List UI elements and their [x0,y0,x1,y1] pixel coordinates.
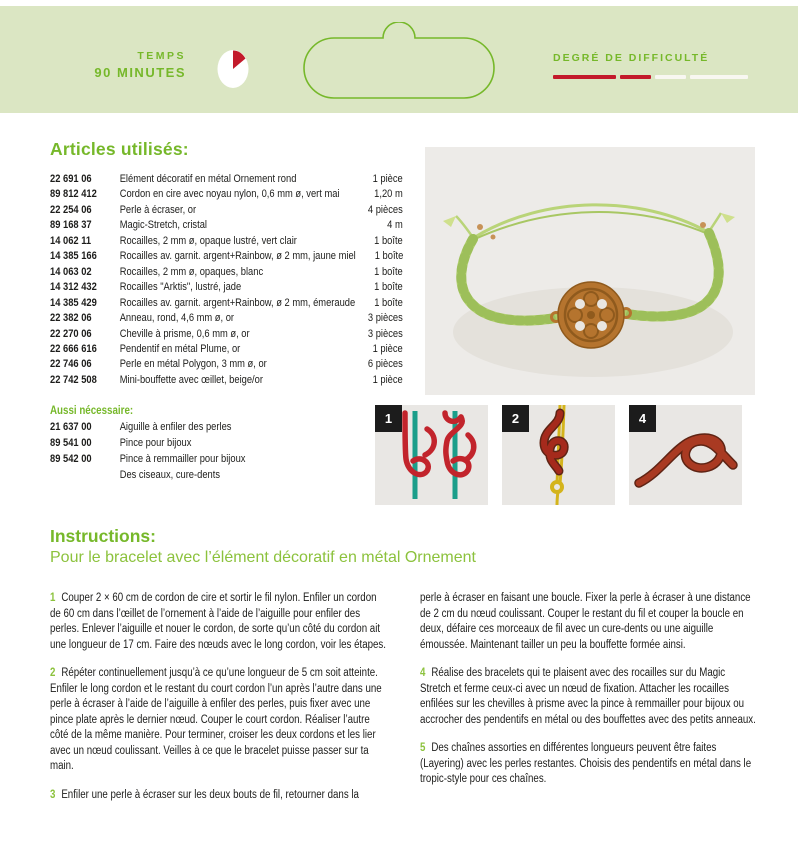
article-desc: Aiguille à enfiler des perles [119,421,232,433]
article-desc: Pince à remmailler pour bijoux [119,453,246,465]
article-row [50,342,403,357]
step-number-badge: 1 [375,405,402,432]
instructions-subtitle: Pour le bracelet avec l’élément décoratif en métal Ornement [50,549,476,566]
instructions-title: Instructions: [50,526,156,546]
step-image-3 [629,405,742,505]
also-needed-title: Aussi nécessaire: [50,405,134,417]
article-row [50,280,403,295]
article-row [50,265,403,280]
step-image-2 [502,405,615,505]
time-label: TEMPS [137,50,186,62]
article-desc: Cheville à prisme, 0,6 mm ø, or [119,327,250,340]
articles-title: Articles utilisés: [50,139,189,159]
instructions-right-column [420,591,758,801]
article-row [50,172,403,187]
article-ref: 89 541 00 [50,437,92,449]
article-desc: Des ciseaux, cure-dents [119,469,220,481]
article-desc: Pendentif en métal Plume, or [119,342,241,355]
article-desc: Mini-bouffette avec œillet, beige/or [119,373,263,386]
step-number: 3 [50,788,56,801]
article-ref: 89 542 00 [50,453,92,465]
article-ref: 22 254 06 [50,203,92,216]
bracelet-outline-icon [300,22,498,104]
article-desc: Rocailles av. garnit. argent+Rainbow, ø 2 mm, émeraude [119,296,356,309]
article-desc: Rocailles av. garnit. argent+Rainbow, ø 2 mm, jaune miel [119,250,356,263]
article-qty: 3 pièces [367,327,403,340]
article-desc: Rocailles, 2 mm ø, opaque lustré, vert clair [119,234,297,247]
article-qty: 6 pièces [367,358,403,371]
article-desc: Anneau, rond, 4,6 mm ø, or [119,312,235,325]
article-row [50,311,403,326]
article-ref [50,467,110,483]
article-ref: 14 312 432 [50,281,97,294]
article-row [50,357,403,372]
time-block [88,50,186,80]
article-desc: Rocailles, 2 mm ø, opaques, blanc [119,265,264,278]
article-row [50,249,403,264]
article-row [50,234,403,249]
article-desc: Cordon en cire avec noyau nylon, 0,6 mm ø, vert mai [119,188,340,201]
clock-pie-icon [216,48,250,90]
also-needed-block [50,403,403,483]
article-ref: 14 385 429 [50,296,97,309]
bracelet-photo-illustration [425,147,755,395]
difficulty-segment [553,75,616,79]
instruction-step [50,591,388,653]
article-qty: 1 pièce [372,342,403,355]
article-row [50,187,403,202]
step-number: 5 [420,742,426,754]
also-needed-row [50,467,403,483]
article-desc: Perle à écraser, or [119,203,197,216]
step-text: Des chaînes assorties en différentes longueurs peuvent être faites (Layering) avec les perles restantes. Choisis des pendentifs en métal dans le tropic-style pour ces chaînes. [420,742,752,785]
articles-table [50,172,403,388]
article-ref: 14 385 166 [50,250,97,263]
step-text: Réalise des bracelets qui te plaisent avec des rocailles sur du Magic Stretch et ferme ceux-ci avec un nœud de fixation. Attacher les rocailles enfilées sur les chevilles à prisme avec la pince à remmailler pour bijoux ou accrocher des pendentifs en métal ou des bouffettes avec des petits anneaux. [420,667,756,726]
article-row [50,203,403,218]
difficulty-bar [553,75,753,79]
difficulty-label: DEGRÉ DE DIFFICULTÉ [553,52,710,64]
article-desc: Perle en métal Polygon, 3 mm ø, or [119,358,267,371]
also-needed-row [50,451,403,467]
step-number: 4 [420,667,426,679]
article-ref: 89 812 412 [50,188,97,201]
also-needed-row [50,435,403,451]
article-ref: 22 666 616 [50,342,97,355]
step-number-badge: 4 [629,405,656,432]
product-photo [425,147,755,395]
article-qty: 1,20 m [374,188,403,201]
article-desc: Magic-Stretch, cristal [119,219,207,232]
instruction-step [420,666,758,728]
article-qty: 1 boîte [374,281,403,294]
article-row [50,218,403,233]
article-ref: 14 062 11 [50,234,92,247]
step-number-badge: 2 [502,405,529,432]
article-desc: Pince pour bijoux [119,437,192,449]
article-ref: 22 270 06 [50,327,92,340]
ornament-disc [558,282,624,348]
article-qty: 1 boîte [374,265,403,278]
article-row [50,296,403,311]
article-desc: Rocailles "Arktis", lustré, jade [119,281,242,294]
article-ref: 14 063 02 [50,265,92,278]
article-ref: 21 637 00 [50,421,92,433]
step-text: perle à écraser en faisant une boucle. Fixer la perle à écraser à une distance de 2 cm du nœud coulissant. Couper le restant du fil et couper la boucle en deux, défaire ces morceaux de fil avec un cure-dents ou une aiguille émoussée. Maintenant tailler un peu la bouffette formée ainsi. [420,592,751,651]
article-ref: 22 746 06 [50,358,92,371]
article-row [50,327,403,342]
difficulty-segment [690,75,748,79]
article-qty: 1 boîte [374,296,403,309]
instruction-step [50,788,388,804]
article-ref: 22 742 508 [50,373,97,386]
difficulty-block [553,52,753,79]
instructions-left-column [50,591,388,816]
step-text: Enfiler une perle à écraser sur les deux bouts de fil, retourner dans la [61,788,359,801]
article-qty: 3 pièces [367,312,403,325]
article-qty: 4 m [387,219,403,232]
article-row [50,373,403,388]
article-ref: 22 382 06 [50,312,92,325]
step-number: 1 [50,592,56,604]
article-desc: Elément décoratif en métal Ornement rond [119,173,297,185]
difficulty-segment [620,75,651,79]
article-qty: 1 pièce [372,373,403,386]
article-ref: 89 168 37 [50,219,92,232]
instruction-step [420,741,758,788]
step-number: 2 [50,667,56,679]
header-band [0,6,798,113]
article-qty: 1 boîte [374,234,403,247]
article-qty: 1 pièce [372,173,403,185]
time-value: 90 MINUTES [94,65,186,80]
article-qty: 1 boîte [374,250,404,263]
instruction-step-continuation [420,591,758,653]
step-text: Répéter continuellement jusqu’à ce qu’une longueur de 5 cm soit atteinte. Enfiler le long cordon et le restant du court cordon l’un après l’autre dans une perle à écraser à l’aide de l’aiguille à enfiler des perles, puis fixer avec une pince plate après le dernier nœud. Couper le court cordon. Réaliser l’autre côté de la même manière. Pour terminer, croiser les deux cordons et les lier avec un nœud coulissant. Veilles à ce que le bracelet puisse passer sur ta main. [50,667,382,772]
also-needed-row [50,419,403,435]
step-image-1 [375,405,488,505]
article-qty: 4 pièces [367,203,403,216]
article-ref: 22 691 06 [50,173,92,185]
instruction-step [50,666,388,775]
difficulty-segment [655,75,686,79]
step-text: Couper 2 × 60 cm de cordon de cire et sortir le fil nylon. Enfiler un cordon de 60 cm dans l’œillet de l’ornement à l’aide de l’aiguille pour enfiler des perles. Enlever l’aiguille et nouer le cordon, de sorte qu’un côté du cordon ait une longueur de 17 cm. Faire des nœuds avec le long cordon, voir les étapes. [50,592,386,651]
